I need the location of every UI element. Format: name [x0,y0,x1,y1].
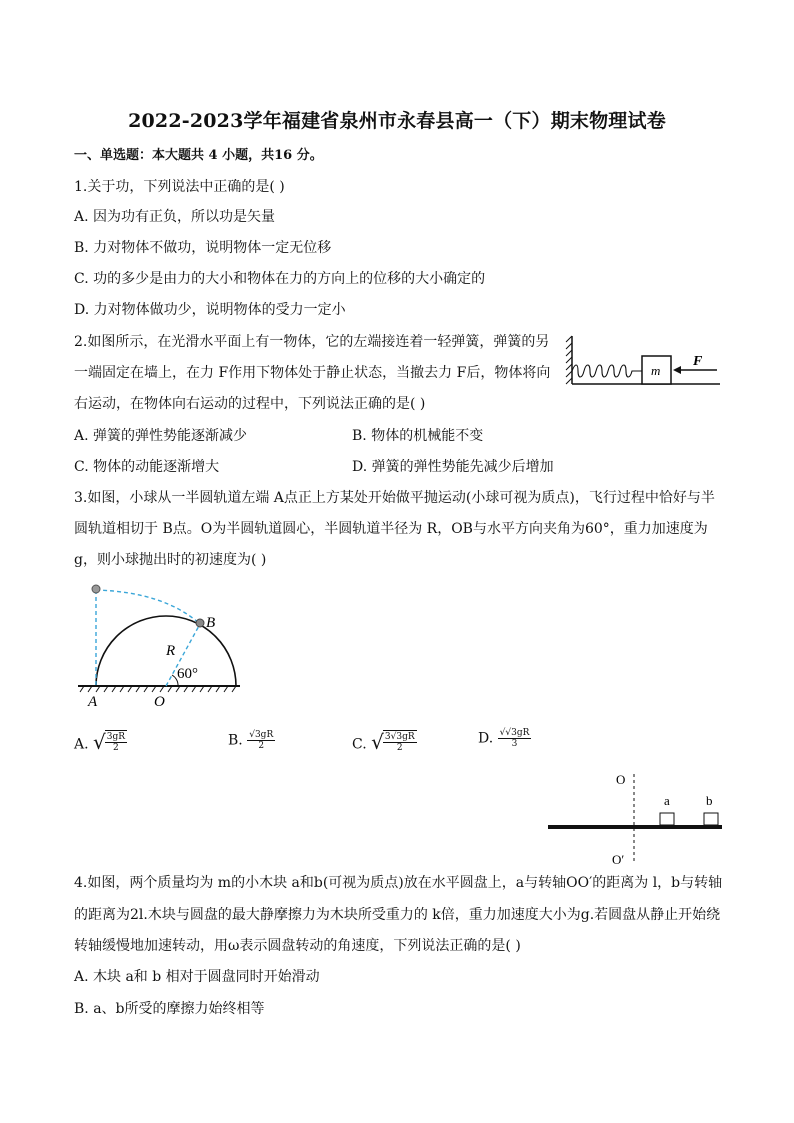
q3-option-d-num: 3gR [511,728,530,738]
q3-option-a-den: 2 [113,743,119,753]
ball-start-icon [92,585,100,593]
force-label: F [693,354,703,369]
label-a-block: a [664,793,670,808]
label-a: A [88,694,98,708]
q3-option-b-den: 2 [258,741,265,751]
question-3-stem-line-1: 3.如图，小球从一半圆轨道左端 A点正上方某处开始做平抛运动(小球可视为质点)，飞行过程中恰好与半 [74,490,715,506]
q1-option-d[interactable]: D. 力对物体做功少，说明物体的受力一定小 [74,302,346,318]
label-angle: 60° [177,666,198,682]
q3-option-b-num: 3gR [254,730,274,740]
ground-icon [78,686,240,692]
q3-option-c-letter: C. [352,736,367,753]
disk-surface [548,825,722,829]
q3-option-b-formula: $\frac{√3gR}{2}$ [249,730,274,751]
q2-option-a[interactable]: A. 弹簧的弹性势能逐渐减少 [74,428,248,444]
q3-option-a[interactable] [74,730,127,755]
question-2-stem-line-2: 一端固定在墙上，在力 F作用下物体处于静止状态，当撤去力 F后，物体将向 [74,365,551,381]
q3-option-c-num: 3√3gR [384,732,415,742]
q4-option-a[interactable]: A. 木块 a和 b 相对于圆盘同时开始滑动 [74,969,320,985]
q3-option-c-formula: √ $\frac{3√3gR}{2}$ [371,729,415,754]
label-o: O [154,694,165,708]
label-b: B [206,615,216,631]
q3-option-d-den: 3 [511,739,518,749]
semicircle-track-figure [74,580,246,708]
question-1-stem: 1.关于功，下列说法中正确的是( ) [74,179,285,195]
q3-option-c[interactable] [352,730,417,755]
label-o-bottom: O′ [612,852,625,866]
label-b-block: b [706,793,713,808]
q2-option-d[interactable]: D. 弹簧的弹性势能先减少后增加 [352,459,554,475]
mass-label: m [651,363,661,378]
page-title: 2022-2023学年福建省泉州市永春县高一（下）期末物理试卷 [128,110,666,132]
section-heading: 一、单选题：本大题共 4 小题，共16 分。 [74,148,323,163]
q3-option-d[interactable] [478,728,531,749]
q3-option-b[interactable] [228,730,275,751]
question-4-stem-line-1: 4.如图，两个质量均为 m的小木块 a和b(可视为质点)放在水平圆盘上，a与转轴OO′的距离为 l，b与转轴 [74,875,723,891]
turntable-figure [548,770,724,866]
block-a [660,813,674,825]
question-2-stem-line-1: 2.如图所示，在光滑水平面上有一物体，它的左端接连着一轻弹簧，弹簧的另 [74,334,550,350]
q3-option-a-letter: A. [74,736,89,753]
question-3-stem-line-3: g，则小球抛出时的初速度为( ) [74,552,267,568]
q3-option-b-letter: B. [228,732,243,749]
question-4-stem-line-2: 的距离为2l.木块与圆盘的最大静摩擦力为木块所受重力的 k倍，重力加速度大小为g.若圆盘从静止开始绕 [74,907,721,923]
q1-option-c[interactable]: C. 功的多少是由力的大小和物体在力的方向上的位移的大小确定的 [74,271,486,287]
q1-option-b[interactable]: B. 力对物体不做功，说明物体一定无位移 [74,240,332,256]
q3-option-c-den: 2 [396,743,403,753]
ball-b-icon [196,619,204,627]
q4-option-b[interactable]: B. a、b所受的摩擦力始终相等 [74,1001,265,1017]
label-o-top: O [616,772,626,787]
q3-option-a-num: 3gR [106,732,126,742]
question-2-stem-line-3: 右运动，在物体向右运动的过程中，下列说法正确的是( ) [74,396,426,412]
q2-option-b[interactable]: B. 物体的机械能不变 [352,428,484,444]
block-b [704,813,718,825]
question-4-stem-line-3: 转轴缓慢地加速转动，用ω表示圆盘转动的角速度，下列说法正确的是( ) [74,938,521,954]
spring-block-figure [565,334,725,390]
spring-icon [572,365,642,377]
q3-option-d-letter: D. [478,730,494,747]
label-r: R [166,643,176,659]
question-3-stem-line-2: 圆轨道相切于 B点。O为半圆轨道圆心，半圆轨道半径为 R，OB与水平方向夹角为60°，重力加速度为 [74,521,708,537]
q2-option-c[interactable]: C. 物体的动能逐渐增大 [74,459,220,475]
q3-option-a-formula: √ $\frac{3gR}{2}$ [93,729,126,754]
q1-option-a[interactable]: A. 因为功有正负，所以功是矢量 [74,209,276,225]
q3-option-d-formula: $\frac{√√3gR}{3}$ [499,728,530,749]
